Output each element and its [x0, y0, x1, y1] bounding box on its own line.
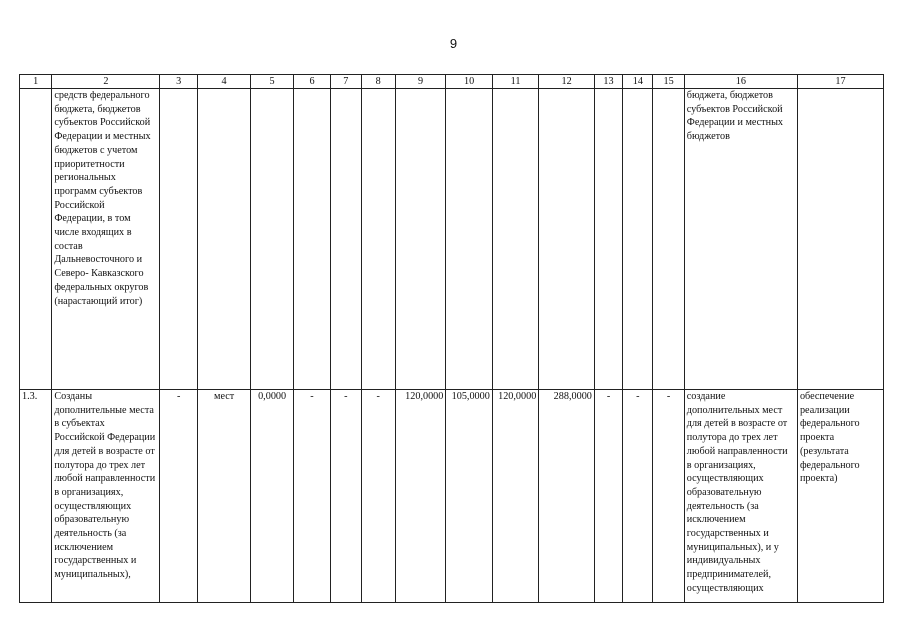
- table-cell: [160, 89, 197, 390]
- column-header: 1: [20, 75, 52, 89]
- table-cell: [492, 89, 538, 390]
- data-table: [19, 74, 884, 603]
- column-header: 6: [293, 75, 330, 89]
- column-header: 9: [395, 75, 446, 89]
- column-header: 11: [492, 75, 538, 89]
- value-cell: 105,0000: [446, 390, 492, 603]
- value-cell: 120,0000: [395, 390, 446, 603]
- table-cell: [361, 89, 395, 390]
- table-cell: [331, 89, 361, 390]
- value-cell: 120,0000: [492, 390, 538, 603]
- base-value-cell: 0,0000: [251, 390, 293, 603]
- table-cell: [293, 89, 330, 390]
- table-cell: [623, 89, 653, 390]
- row-number-cell: [20, 89, 52, 390]
- column-header: 14: [623, 75, 653, 89]
- table-cell: -: [361, 390, 395, 603]
- table-cell: -: [331, 390, 361, 603]
- column-header: 8: [361, 75, 395, 89]
- table-cell: [446, 89, 492, 390]
- column-header: 7: [331, 75, 361, 89]
- column-header: 12: [539, 75, 595, 89]
- column-header: 4: [197, 75, 251, 89]
- purpose-cell: обеспечение реализации федерального проекта (результата федерального проекта): [797, 390, 883, 603]
- column-header-row: [20, 75, 884, 89]
- table-cell: -: [623, 390, 653, 603]
- table-cell: -: [594, 390, 622, 603]
- column-header: 15: [653, 75, 684, 89]
- indicator-name-cell: средств федерального бюджета, бюджетов субъектов Российской Федерации и местных бюджетов с учетом приоритетности региональных программ субъектов Российской Федерации, в том числе входящих в состав Дальневосточного и Северо- Кавказского федеральных округов (нарастающий итог): [52, 89, 160, 390]
- indicator-name-cell: Созданы дополнительные места в субъектах Российской Федерации для детей в возрасте от полутора до трех лет любой направленности в организациях, осуществляющих образовательную деятельность (за исключением государственных и муниципальных),: [52, 390, 160, 603]
- table-cell: -: [293, 390, 330, 603]
- table-cell: -: [160, 390, 197, 603]
- table-cell: [395, 89, 446, 390]
- column-header: 5: [251, 75, 293, 89]
- column-header: 2: [52, 75, 160, 89]
- description-cell: бюджета, бюджетов субъектов Российской Федерации и местных бюджетов: [684, 89, 797, 390]
- column-header: 10: [446, 75, 492, 89]
- table-row: [20, 89, 884, 390]
- column-header: 3: [160, 75, 197, 89]
- table-cell: [594, 89, 622, 390]
- row-number-cell: 1.3.: [20, 390, 52, 603]
- table-cell: [251, 89, 293, 390]
- unit-cell: мест: [197, 390, 251, 603]
- table-cell: [197, 89, 251, 390]
- value-cell: 288,0000: [539, 390, 595, 603]
- column-header: 17: [797, 75, 883, 89]
- table-row: [20, 390, 884, 603]
- column-header: 16: [684, 75, 797, 89]
- page-number: 9: [449, 36, 458, 51]
- table-cell: [653, 89, 684, 390]
- purpose-cell: [797, 89, 883, 390]
- table-cell: [539, 89, 595, 390]
- column-header: 13: [594, 75, 622, 89]
- table-cell: -: [653, 390, 684, 603]
- description-cell: создание дополнительных мест для детей в возрасте от полутора до трех лет любой направленности в организациях, осуществляющих образовательную деятельность (за исключением государственных и муниципальных), и у индивидуальных предпринимателей, осуществляющих: [684, 390, 797, 603]
